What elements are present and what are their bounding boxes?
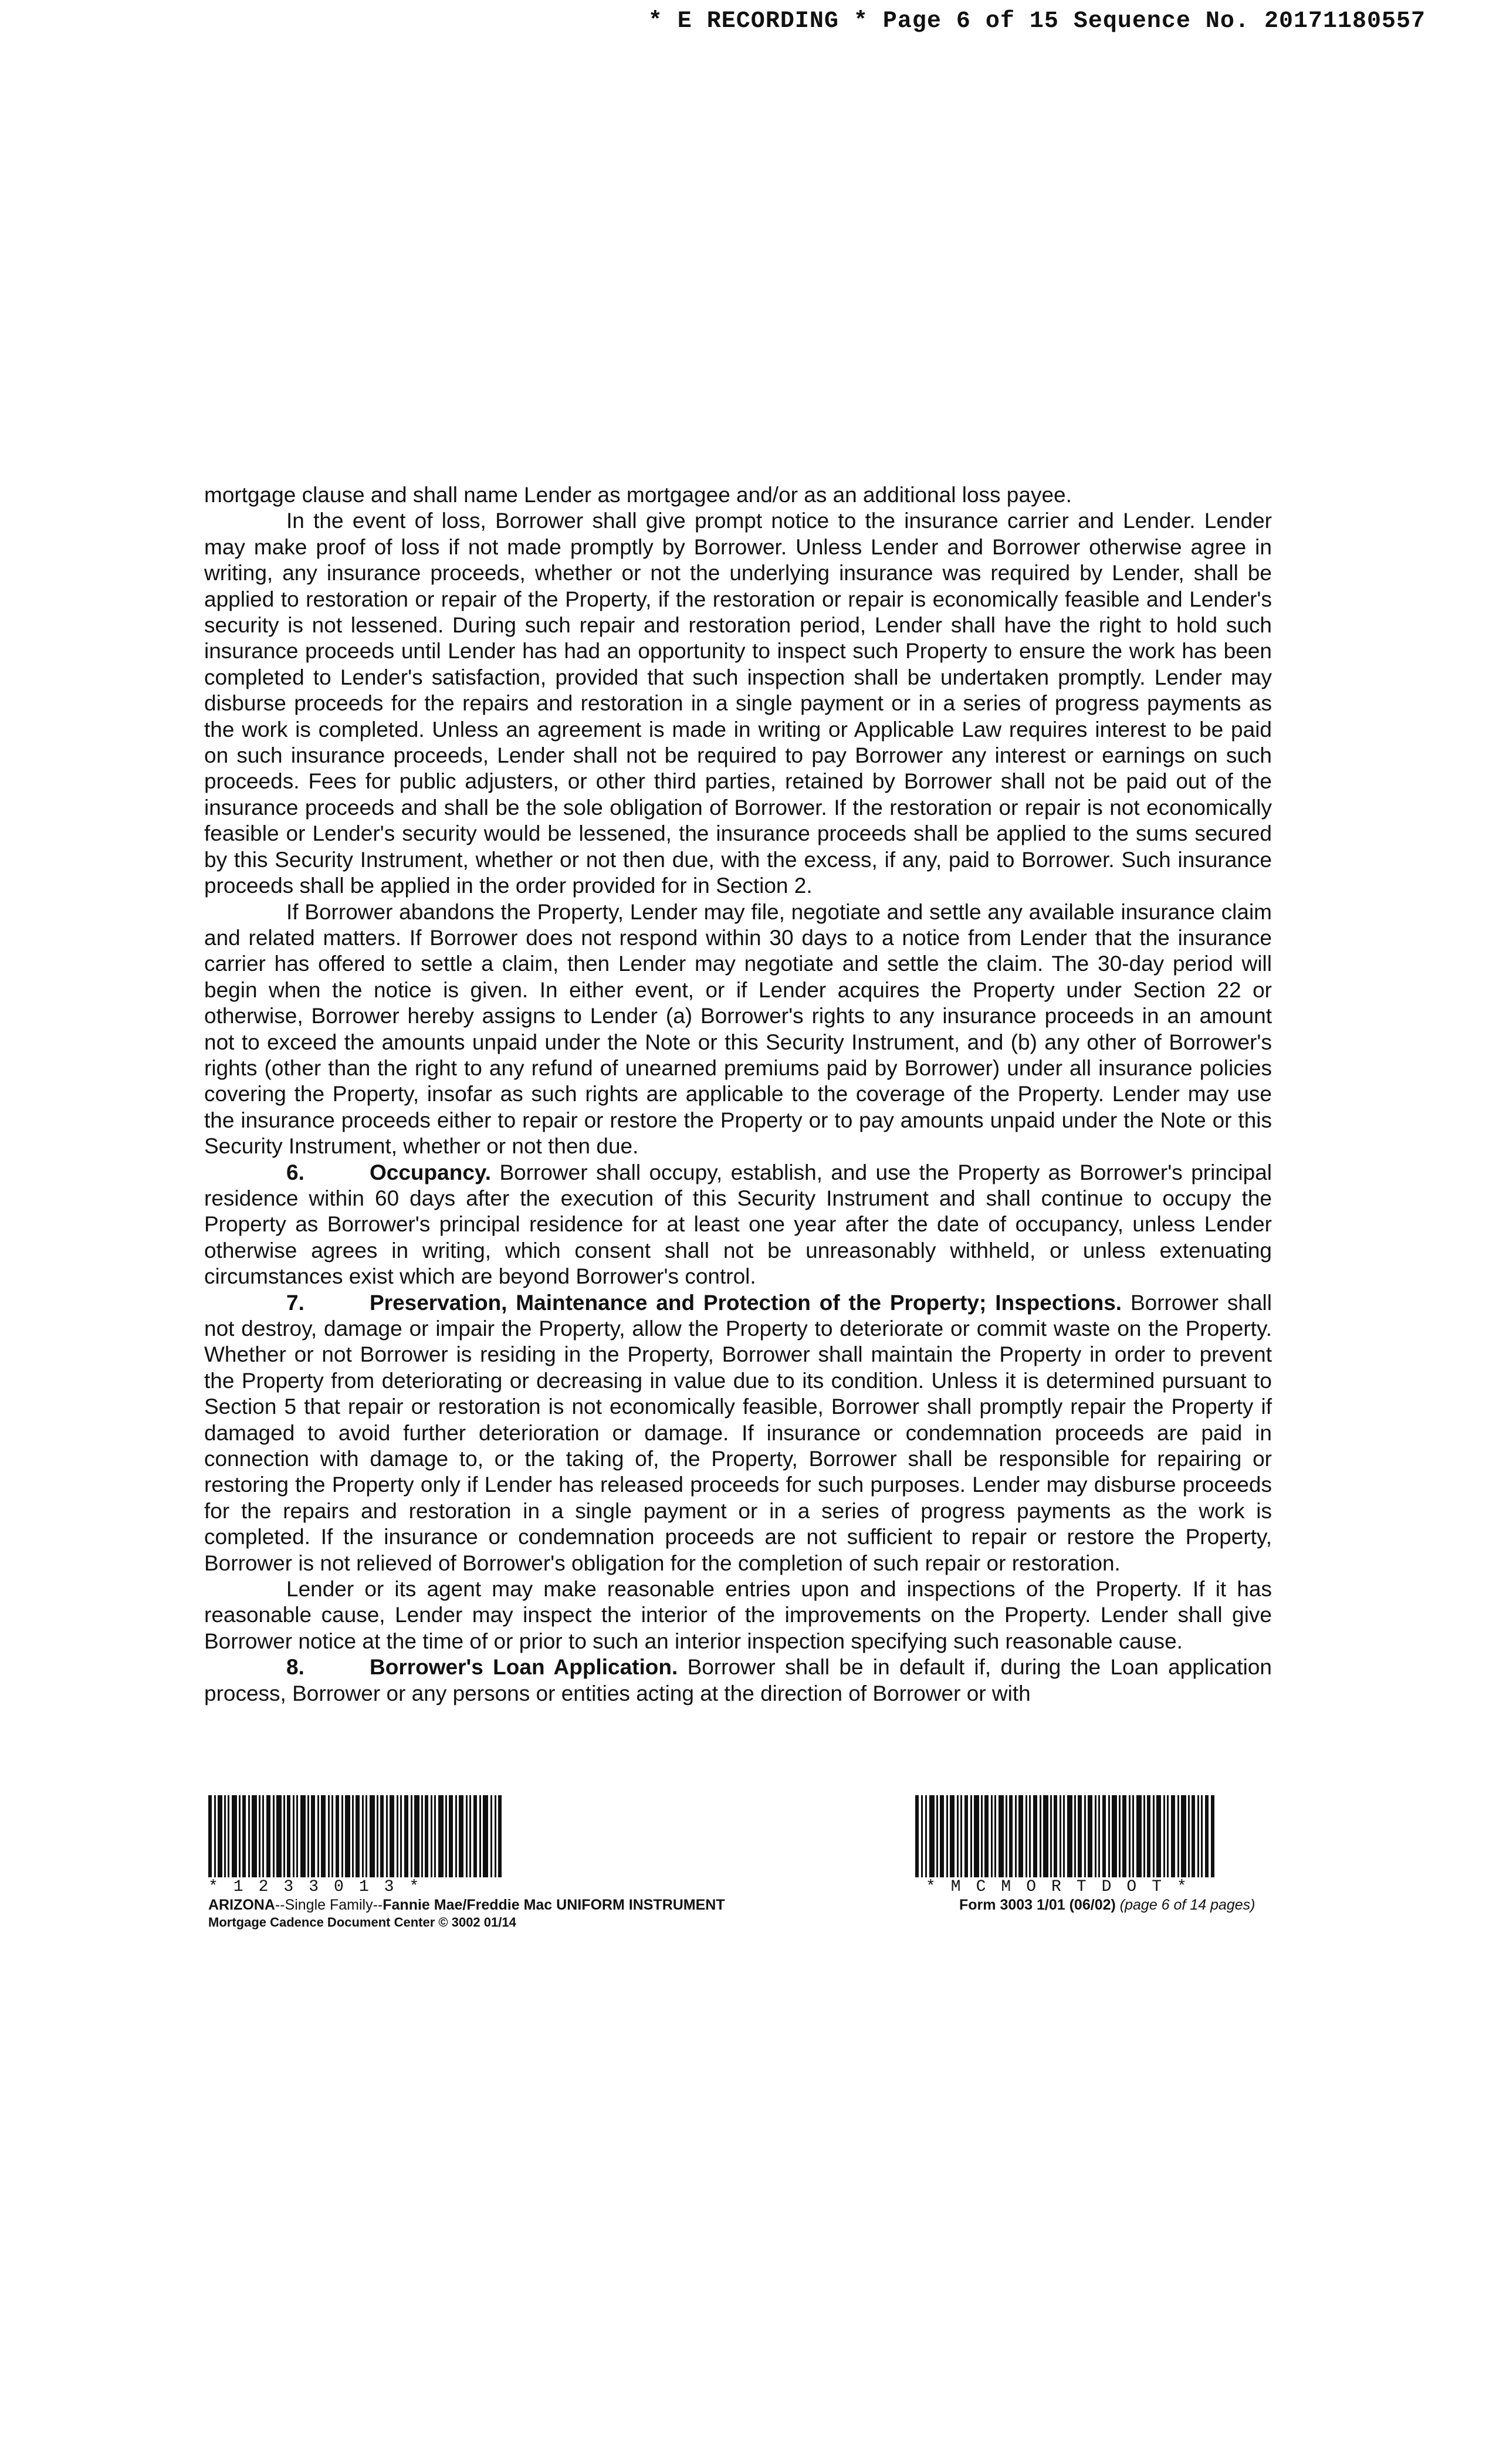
page-info: (page 6 of 14 pages) [1119, 1897, 1255, 1913]
section-8-text: Borrower shall be in default if, during the Loan application process, Borrower or any persons or entities acting at the direction of Borrower or with [204, 1655, 1272, 1705]
paragraph-continuation: mortgage clause and shall name Lender as mortgagee and/or as an additional loss payee. [204, 483, 1072, 507]
uniform-instrument-line [208, 1896, 795, 1914]
instrument-label: Fannie Mae/Freddie Mac UNIFORM INSTRUMENT [383, 1897, 725, 1913]
section-6-text: Borrower shall occupy, establish, and use the Property as Borrower's principal residence within 60 days after the execution of this Security Instrument and shall continue to occupy the Property as Borrower's principal residence for at least one year after the date of occupancy, unless Lender otherwise agrees in writing, which consent shall not be unreasonably withheld, or unless extenuating circumstances exist which are beyond Borrower's control. [204, 1160, 1272, 1289]
barcode-left-icon [208, 1795, 502, 1877]
section-7-preservation [204, 1290, 1272, 1576]
document-body [204, 482, 1272, 1707]
section-7-number: 7. [286, 1290, 304, 1315]
form-number: Form 3003 1/01 (06/02) [959, 1897, 1116, 1913]
section-6-occupancy [204, 1160, 1272, 1290]
paragraph-event-of-loss: In the event of loss, Borrower shall give prompt notice to the insurance carrier and Lender. Lender may make proof of loss if not made promptly by Borrower. Unless Lender and Borrower otherwise agree in writing, any insurance proceeds, whether or not the underlying insurance was required by Lender, shall be applied to restoration or repair of the Property, if the restoration or repair is economically feasible and Lender's security is not lessened. During such repair and restoration period, Lender shall have the right to hold such insurance proceeds until Lender has had an opportunity to inspect such Property to ensure the work has been completed to Lender's satisfaction, provided that such inspection shall be undertaken promptly. Lender may disburse proceeds for the repairs and restoration in a single payment or in a series of progress payments as the work is completed. Unless an agreement is made in writing or Applicable Law requires interest to be paid on such insurance proceeds, Lender shall not be required to pay Borrower any interest or earnings on such proceeds. Fees for public adjusters, or other third parties, retained by Borrower shall not be paid out of the insurance proceeds and shall be the sole obligation of Borrower. If the restoration or repair is not economically feasible or Lender's security would be lessened, the insurance proceeds shall be applied to the sums secured by this Security Instrument, whether or not then due, with the excess, if any, paid to Borrower. Such insurance proceeds shall be applied in the order provided for in Section 2. [204, 509, 1272, 898]
state-label: ARIZONA [208, 1897, 275, 1913]
family-label: --Single Family-- [275, 1897, 383, 1913]
footer-right [915, 1795, 1291, 1914]
document-center-line: Mortgage Cadence Document Center © 3002 01/14 [208, 1915, 516, 1930]
barcode-left-caption: *1233013* [208, 1878, 435, 1896]
barcode-right-icon [915, 1795, 1214, 1877]
paragraph-abandonment: If Borrower abandons the Property, Lender may file, negotiate and settle any available insurance claim and related matters. If Borrower does not respond within 30 days to a notice from Lender that the insurance carrier has offered to settle a claim, then Lender may negotiate and settle the claim. The 30-day period will begin when the notice is given. In either event, or if Lender acquires the Property under Section 22 or otherwise, Borrower hereby assigns to Lender (a) Borrower's rights to any insurance proceeds in an amount not to exceed the amounts unpaid under the Note or this Security Instrument, and (b) any other of Borrower's rights (other than the right to any refund of unearned premiums paid by Borrower) under all insurance policies covering the Property, insofar as such rights are applicable to the coverage of the Property. Lender may use the insurance proceeds either to repair or restore the Property or to pay amounts unpaid under the Note or this Security Instrument, whether or not then due. [204, 899, 1272, 1159]
section-6-title: Occupancy. [370, 1160, 492, 1184]
paragraph-inspections: Lender or its agent may make reasonable entries upon and inspections of the Property. If it has reasonable cause, Lender may inspect the interior of the improvements on the Property. Lender shall give Borrower notice at the time of or prior to such an interior inspection specifying such reasonable cause. [204, 1577, 1272, 1653]
section-7-title: Preservation, Maintenance and Protection of the Property; Inspections. [370, 1290, 1122, 1315]
recording-header: * E RECORDING * Page 6 of 15 Sequence No. 20171180557 [648, 8, 1426, 35]
form-number-line [915, 1896, 1291, 1914]
section-8-loan-application [204, 1654, 1272, 1707]
footer-left [208, 1795, 795, 1931]
section-7-text: Borrower shall not destroy, damage or impair the Property, allow the Property to deteriorate or commit waste on the Property. Whether or not Borrower is residing in the Property, Borrower shall maintain the Property in order to prevent the Property from deteriorating or decreasing in value due to its condition. Unless it is determined pursuant to Section 5 that repair or restoration is not economically feasible, Borrower shall promptly repair the Property if damaged to avoid further deterioration or damage. If insurance or condemnation proceeds are paid in connection with damage to, or the taking of, the Property, Borrower shall be responsible for repairing or restoring the Property only if Lender has released proceeds for such purposes. Lender may disburse proceeds for the repairs and restoration in a single payment or in a series of progress payments as the work is completed. If the insurance or condemnation proceeds are not sufficient to repair or restore the Property, Borrower is not relieved of Borrower's obligation for the completion of such repair or restoration. [204, 1290, 1272, 1575]
section-8-number: 8. [286, 1655, 304, 1680]
barcode-right-caption: *MCMORTDOT* [926, 1878, 1202, 1896]
section-8-title: Borrower's Loan Application. [370, 1655, 678, 1680]
section-6-number: 6. [286, 1160, 304, 1184]
